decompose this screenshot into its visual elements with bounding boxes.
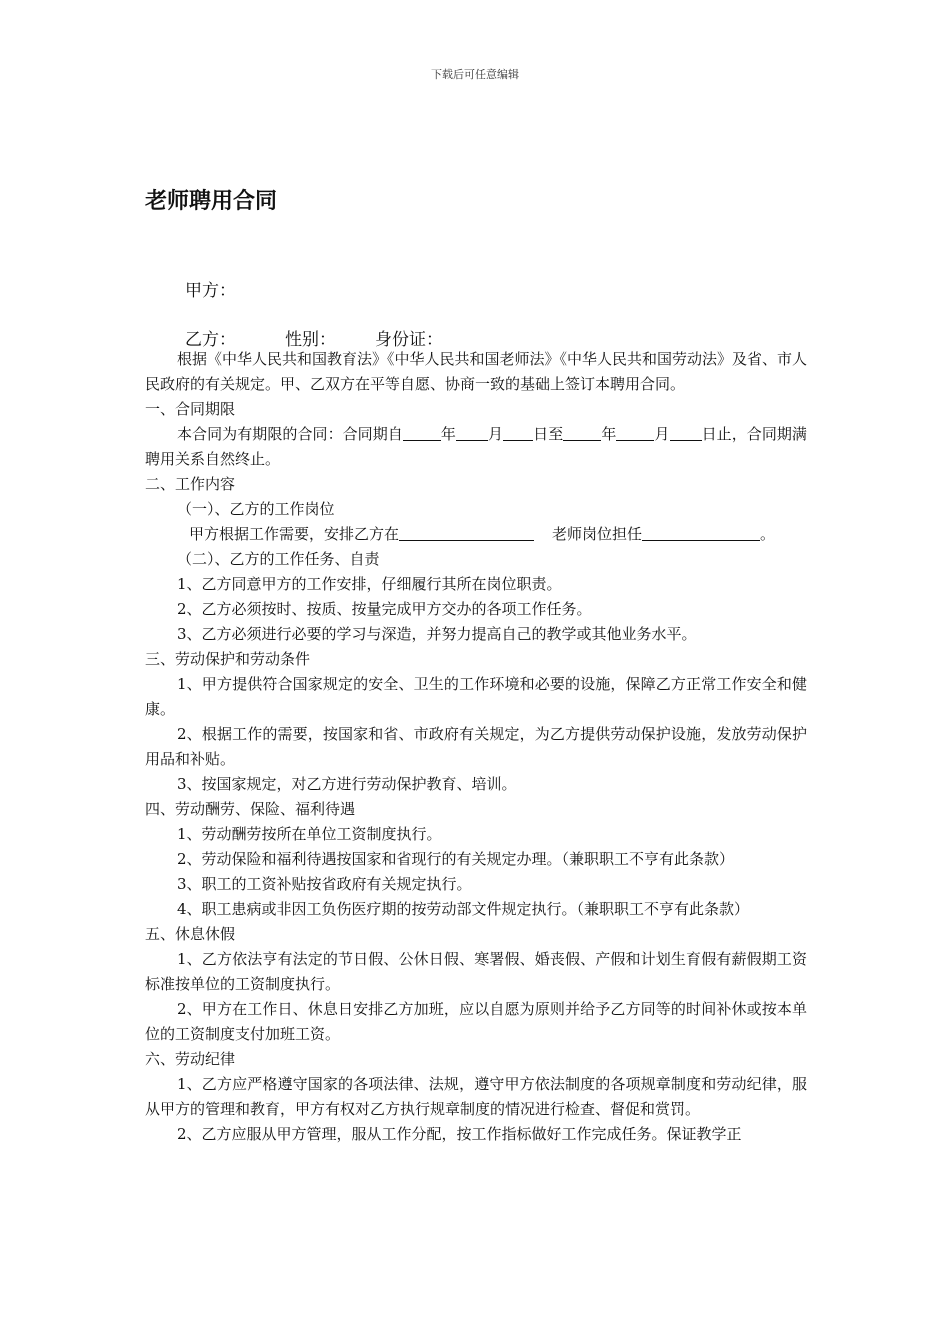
section-4-heading: 四、劳动酬劳、保险、福利待遇 (145, 800, 356, 818)
clause-item: 3、按国家规定，对乙方进行劳动保护教育、培训。 (177, 775, 517, 793)
clause-item: 4、职工患病或非因工负伤医疗期的按劳动部文件规定执行。（兼职职工不亨有此条款） (177, 900, 750, 918)
intro-paragraph: 根据《中华人民共和国教育法》《中华人民共和国老师法》《中华人民共和国劳动法》及省、市人民政府的有关规定。甲、乙双方在平等自愿、协商一致的基础上签订本聘用合同。 (145, 350, 808, 393)
clause-item: 2、乙方应服从甲方管理，服从工作分配，按工作指标做好工作完成任务。保证教学正 (177, 1125, 742, 1143)
start-month-blank (456, 424, 488, 441)
end-month-blank (616, 424, 654, 441)
post-text-c: 。 (760, 525, 776, 543)
party-b-label: 乙方： (185, 330, 236, 350)
id-card-label: 身份证： (375, 330, 443, 350)
term-text-2: 合同期满聘用关系自然终止。 (145, 425, 807, 468)
sub-heading-tasks: （二）、乙方的工作任务、自责 (177, 550, 380, 568)
year-label-2: 年 (601, 425, 617, 443)
clause-item: 2、乙方必须按时、按质、按量完成甲方交办的各项工作任务。 (177, 600, 592, 618)
end-day-blank (670, 424, 702, 441)
department-blank (399, 524, 534, 541)
clause-item: 2、劳动保险和福利待遇按国家和省现行的有关规定办理。（兼职职工不亨有此条款） (177, 850, 735, 868)
clause-item: 2、甲方在工作日、休息日安排乙方加班，应以自愿为原则并给予乙方同等的时间补休或按本单位的工资制度支付加班工资。 (145, 1000, 807, 1043)
year-label: 年 (440, 425, 456, 443)
post-text-a: 甲方根据工作需要，安排乙方在 (189, 525, 400, 543)
start-year-blank (403, 424, 441, 441)
clause-item: 1、劳动酬劳按所在单位工资制度执行。 (177, 825, 442, 843)
month-label: 月 (487, 425, 504, 443)
section-3-heading: 三、劳动保护和劳动条件 (145, 650, 311, 668)
sub-heading-post: （一）、乙方的工作岗位 (177, 500, 335, 518)
clause-item: 1、乙方依法亨有法定的节日假、公休日假、寒署假、婚丧假、产假和计划生育假有薪假期工资标准按单位的工资制度执行。 (145, 950, 807, 993)
page-header-note: 下载后可任意编辑 (431, 68, 519, 81)
day-to-label: 日至 (533, 425, 564, 443)
term-text-1: 本合同为有期限的合同：合同期自 (177, 425, 403, 443)
section-6-heading: 六、劳动纪律 (145, 1050, 236, 1068)
term-paragraph (145, 422, 807, 472)
party-a-label: 甲方： (185, 281, 236, 301)
party-a-line (185, 276, 236, 301)
clause-item: 1、乙方应严格遵守国家的各项法律、法规，遵守甲方依法制度的各项规章制度和劳动纪律，服从甲方的管理和教育，甲方有权对乙方执行规章制度的情况进行检查、督促和赏罚。 (145, 1075, 807, 1118)
contract-body (145, 347, 807, 1147)
post-paragraph (145, 522, 807, 547)
gender-label: 性别： (285, 330, 336, 350)
clause-item: 3、乙方必须进行必要的学习与深造，并努力提高自己的教学或其他业务水平。 (177, 625, 697, 643)
day-end-label: 日止， (701, 425, 747, 443)
month-label-2: 月 (654, 425, 670, 443)
clause-item: 1、甲方提供符合国家规定的安全、卫生的工作环境和必要的设施，保障乙方正常工作安全和健康。 (145, 675, 807, 718)
post-text-b: 老师岗位担任 (552, 525, 643, 543)
section-1-heading: 一、合同期限 (145, 400, 236, 418)
clause-item: 3、职工的工资补贴按省政府有关规定执行。 (177, 875, 472, 893)
document-title: 老师聘用合同 (145, 189, 278, 214)
clause-item: 2、根据工作的需要，按国家和省、市政府有关规定，为乙方提供劳动保护设施，发放劳动保护用品和补贴。 (145, 725, 807, 768)
clause-item: 1、乙方同意甲方的工作安排，仔细履行其所在岗位职责。 (177, 575, 562, 593)
section-2-heading: 二、工作内容 (145, 475, 236, 493)
end-year-blank (563, 424, 601, 441)
position-blank (642, 524, 760, 541)
section-5-heading: 五、休息休假 (145, 925, 236, 943)
start-day-blank (503, 424, 533, 441)
